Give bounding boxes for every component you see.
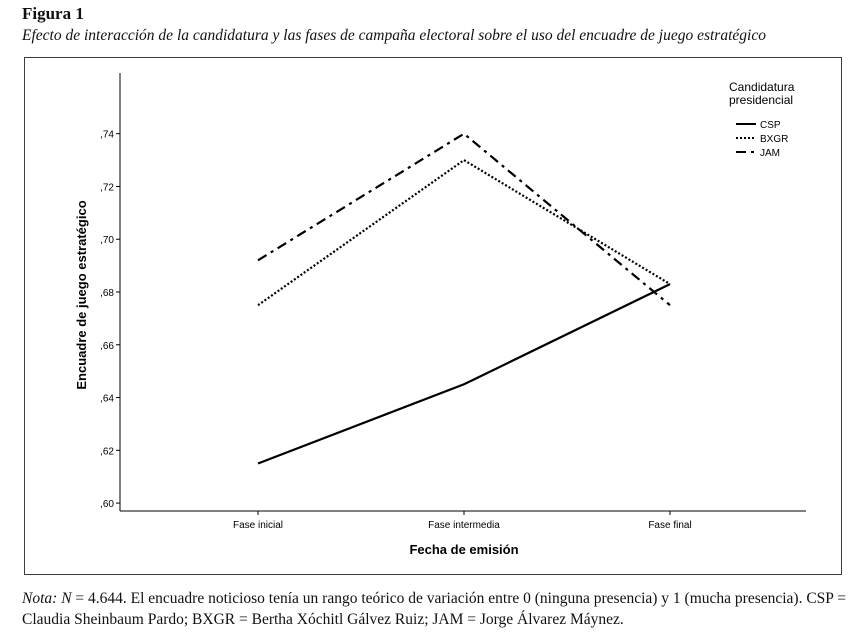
- note-prefix: Nota:: [22, 590, 58, 607]
- legend: [729, 80, 795, 159]
- x-tick-label: Fase inicial: [232, 520, 284, 531]
- y-tick-label: ,62: [100, 446, 114, 458]
- x-tick-label: Fase final: [648, 520, 692, 531]
- y-tick-label: ,72: [100, 182, 114, 194]
- series-line-bxgr: [258, 160, 670, 305]
- legend-title-line2: presidencial: [729, 93, 794, 107]
- axes: [100, 73, 806, 531]
- x-axis-title: Fecha de emisión: [409, 542, 519, 557]
- y-axis-title: Encuadre de juego estratégico: [74, 200, 89, 390]
- y-tick-label: ,66: [100, 340, 114, 352]
- figure-caption: Efecto de interacción de la candidatura y las fases de campaña electoral sobre el uso del encuadre de juego estratégico: [22, 27, 766, 44]
- y-tick-label: ,60: [100, 499, 114, 511]
- chart-frame: [24, 57, 842, 575]
- series-line-jam: [258, 134, 670, 306]
- note-text: = 4.644. El encuadre noticioso tenía un rango teórico de variación entre 0 (ninguna presencia) y 1 (mucha presencia). CSP = Claudia Sheinbaum Pardo; BXGR = Bertha Xóchitl Gálvez Ruiz; JAM = Jorge Álvarez Máynez.: [22, 590, 846, 628]
- line-chart: [25, 58, 841, 574]
- figure-note: [22, 588, 848, 630]
- x-tick-label: Fase intermedia: [428, 520, 500, 531]
- figure-label: Figura 1: [22, 4, 84, 23]
- legend-title: Candidatura: [729, 80, 795, 94]
- y-tick-label: ,68: [100, 288, 114, 299]
- legend-label-csp: CSP: [760, 120, 781, 131]
- series-lines: [258, 134, 670, 464]
- series-line-csp: [258, 284, 670, 463]
- legend-label-jam: JAM: [760, 148, 780, 159]
- y-tick-label: ,64: [100, 393, 114, 405]
- y-tick-label: ,74: [100, 129, 114, 141]
- y-tick-label: ,70: [100, 235, 114, 247]
- legend-label-bxgr: BXGR: [760, 134, 789, 145]
- note-n-label: N: [61, 590, 72, 607]
